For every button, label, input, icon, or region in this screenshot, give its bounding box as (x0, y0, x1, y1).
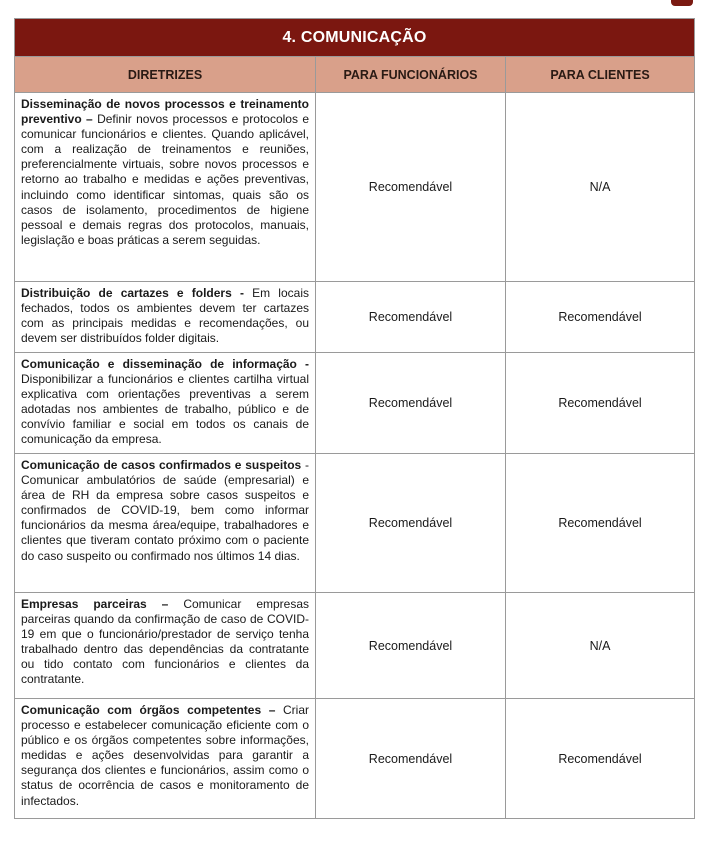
employees-cell: Recomendável (316, 454, 506, 593)
guideline-title: Comunicação de casos confirmados e suspeitos (21, 458, 302, 472)
employees-cell: Recomendável (316, 593, 506, 699)
table-row (15, 454, 695, 593)
column-header-employees: PARA FUNCIONÁRIOS (316, 57, 506, 93)
guideline-title: Empresas parceiras – (21, 597, 169, 611)
clients-cell: N/A (506, 93, 695, 282)
guideline-title: Comunicação com órgãos competentes – (21, 703, 276, 717)
guideline-title: Comunicação e disseminação de informação - (21, 357, 309, 371)
clients-cell: Recomendável (506, 454, 695, 593)
guideline-cell (15, 593, 316, 699)
guideline-text: Comunicar empresas parceiras quando da confirmação de caso de COVID-19 em que o funcionário/prestador de serviço tenha trabalhado dentro das dependências da contratante ou tido contato com funcionários e clientes da contratante. (21, 597, 309, 687)
guideline-title: Disseminação de novos processos e treinamento preventivo – (21, 97, 309, 127)
table-row (15, 699, 695, 819)
guideline-text: Criar processo e estabelecer comunicação eficiente com o público e os órgãos competentes sobre informações, medidas e ações desenvolvidas para garantir a segurança dos clientes e funcionários, assim como o status de ocorrência de casos e monitoramento de infectados. (21, 703, 309, 808)
guideline-text: - Comunicar ambulatórios de saúde (empresarial) e área de RH da empresa sobre casos suspeitos e confirmados de COVID-19, bem como informar funcionários da mesma área/equipe, trabalhadores e clientes que tiveram contato próximo com o paciente do caso suspeito ou confirmado nos últimos 14 dias. (21, 458, 309, 563)
clients-cell: N/A (506, 593, 695, 699)
guideline-cell (15, 699, 316, 819)
clients-cell: Recomendável (506, 282, 695, 353)
section-title: 4. COMUNICAÇÃO (15, 19, 695, 57)
guideline-cell (15, 282, 316, 353)
column-header-clients: PARA CLIENTES (506, 57, 695, 93)
table-row (15, 353, 695, 454)
employees-cell: Recomendável (316, 282, 506, 353)
table-row (15, 593, 695, 699)
clients-cell: Recomendável (506, 353, 695, 454)
employees-cell: Recomendável (316, 93, 506, 282)
communication-table (14, 18, 695, 819)
guideline-text: Definir novos processos e protocolos e comunicar funcionários e clientes. Quando aplicável, com a realização de treinamentos e reuniões, preferencialmente virtuais, sobre novos processos e retorno ao trabalho e medidas e ações preventivas, incluindo como identificar sintomas, quais são os casos de isolamento, procedimentos de higiene pessoal e demais regras dos protocolos, manuais, legislação e boas práticas a serem seguidas. (21, 112, 310, 247)
column-header-guidelines: DIRETRIZES (15, 57, 316, 93)
guideline-cell (15, 353, 316, 454)
guideline-cell (15, 454, 316, 593)
guideline-title: Distribuição de cartazes e folders - (21, 286, 244, 300)
table-row (15, 93, 695, 282)
clients-cell: Recomendável (506, 699, 695, 819)
page-corner-tab (671, 0, 693, 6)
employees-cell: Recomendável (316, 699, 506, 819)
guideline-text: Em locais fechados, todos os ambientes devem ter cartazes com as principais medidas e recomendações, ou devem ser distribuídos folder digitais. (21, 286, 309, 346)
guideline-text: Disponibilizar a funcionários e clientes cartilha virtual explicativa com orientações preventivas a serem adotadas nos ambientes de trabalho, público e de convívio familiar e social em todos os canais de comunicação da empresa. (21, 372, 309, 447)
employees-cell: Recomendável (316, 353, 506, 454)
guideline-cell (15, 93, 316, 282)
table-row (15, 282, 695, 353)
